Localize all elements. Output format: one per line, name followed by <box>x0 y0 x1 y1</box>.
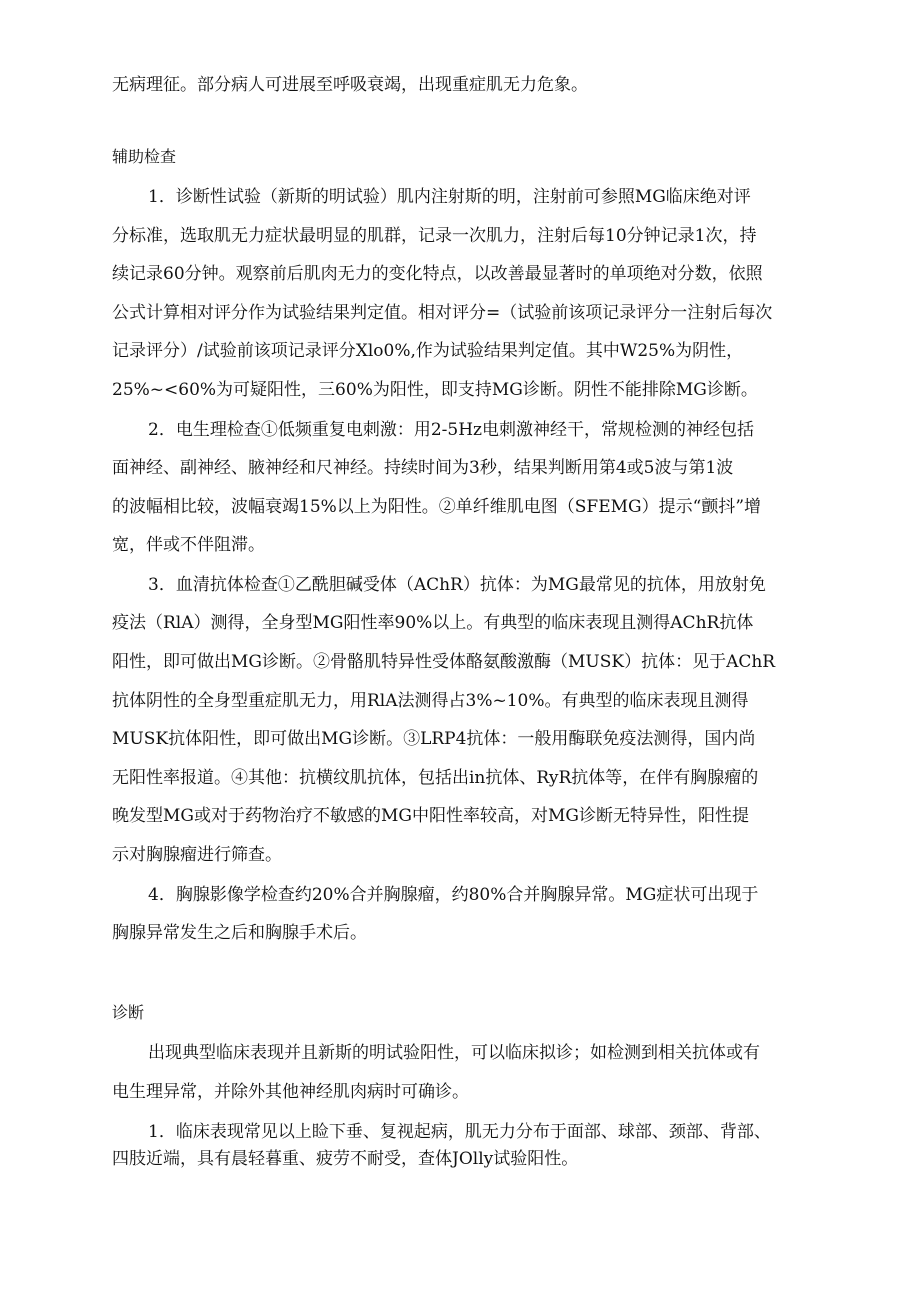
aux-item-1-line-5: 记录评分）/试验前该项记录评分Xlo0%,作为试验结果判定值。其中W25%为阴性， <box>112 341 744 361</box>
aux-item-1-line-1: 1．诊断性试验（新斯的明试验）肌内注射斯的明，注射前可参照MG临床绝对评 <box>148 187 751 207</box>
diagnosis-heading: 诊断 <box>112 1003 145 1022</box>
aux-item-3-line-4: 抗体阴性的全身型重症肌无力，用RlA法测得占3%~10%。有典型的临床表现且测得 <box>112 691 749 711</box>
aux-item-4-line-2: 胸腺异常发生之后和胸腺手术后。 <box>112 923 367 943</box>
aux-item-3-line-3: 阳性，即可做出MG诊断。②骨骼肌特异性受体酪氨酸激酶（MUSK）抗体：见于AChR <box>112 652 776 672</box>
diagnosis-item-1-line-1: 1．临床表现常见以上睑下垂、复视起病，肌无力分布于面部、球部、颈部、背部、 <box>148 1122 771 1142</box>
aux-item-3-line-7: 晚发型MG或对于药物治疗不敏感的MG中阳性率较高，对MG诊断无特异性，阳性提 <box>112 806 749 826</box>
intro-line-1: 无病理征。部分病人可进展至呼吸衰竭，出现重症肌无力危象。 <box>112 75 588 95</box>
diagnosis-para-line-2: 电生理异常，并除外其他神经肌肉病时可确诊。 <box>112 1082 469 1102</box>
aux-item-3-line-2: 疫法（RlA）测得，全身型MG阳性率90%以上。有典型的临床表现且测得AChR抗体 <box>112 613 754 633</box>
aux-item-3-line-1: 3．血清抗体检查①乙酰胆碱受体（AChR）抗体：为MG最常见的抗体，用放射免 <box>148 575 766 595</box>
aux-item-2-line-1: 2．电生理检查①低频重复电刺激：用2-5Hz电刺激神经干，常规检测的神经包括 <box>148 420 754 440</box>
aux-item-1-line-6: 25%~<60%为可疑阳性，三60%为阳性，即支持MG诊断。阴性不能排除MG诊断。 <box>112 380 758 400</box>
aux-item-3-line-8: 示对胸腺瘤进行筛查。 <box>112 845 282 865</box>
diagnosis-para-line-1: 出现典型临床表现并且新斯的明试验阳性，可以临床拟诊；如检测到相关抗体或有 <box>148 1043 760 1063</box>
aux-item-3-line-6: 无阳性率报道。④其他：抗横纹肌抗体，包括出in抗体、RyR抗体等，在伴有胸腺瘤的 <box>112 768 759 788</box>
aux-item-1-line-2: 分标准，选取肌无力症状最明显的肌群，记录一次肌力，注射后每10分钟记录1次，持 <box>112 226 757 246</box>
aux-item-1-line-4: 公式计算相对评分作为试验结果判定值。相对评分=（试验前该项记录评分一注射后每次 <box>112 303 773 323</box>
aux-item-4-line-1: 4．胸腺影像学检查约20%合并胸腺瘤，约80%合并胸腺异常。MG症状可出现于 <box>148 885 759 905</box>
aux-item-3-line-5: MUSK抗体阳性，即可做出MG诊断。③LRP4抗体：一般用酶联免疫法测得，国内尚 <box>112 729 756 749</box>
aux-item-1-line-3: 续记录60分钟。观察前后肌肉无力的变化特点，以改善最显著时的单项绝对分数，依照 <box>112 264 763 284</box>
diagnosis-item-1-line-2: 四肢近端，具有晨轻暮重、疲劳不耐受，查体JOlly试验阳性。 <box>112 1149 579 1169</box>
aux-exam-heading: 辅助检查 <box>112 147 177 166</box>
aux-item-2-line-2: 面神经、副神经、腋神经和尺神经。持续时间为3秒，结果判断用第4或5波与第1波 <box>112 458 734 478</box>
aux-item-2-line-3: 的波幅相比较，波幅衰竭15%以上为阳性。②单纤维肌电图（SFEMG）提示“颤抖”增 <box>112 497 762 517</box>
aux-item-2-line-4: 宽，伴或不伴阻滞。 <box>112 535 265 555</box>
